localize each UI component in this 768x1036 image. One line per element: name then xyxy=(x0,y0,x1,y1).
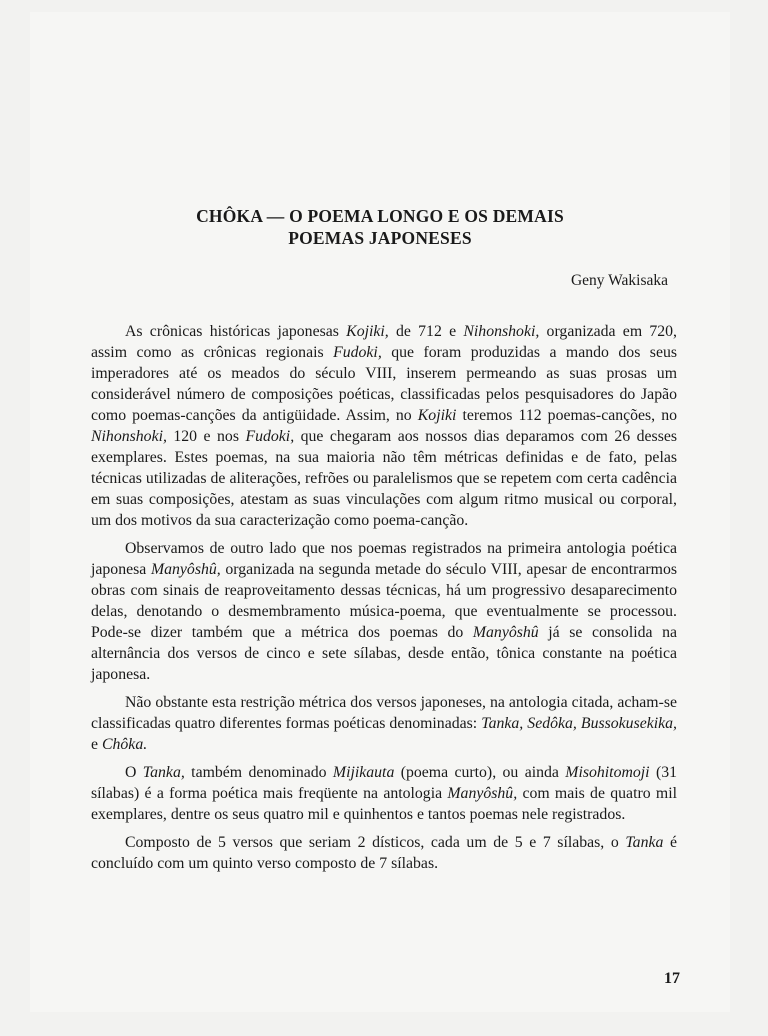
document-page xyxy=(30,12,730,1012)
italic-term: Kojiki, xyxy=(346,323,389,340)
text-run: e xyxy=(91,736,102,753)
page-number: 17 xyxy=(664,970,680,987)
text-run: de 712 e xyxy=(388,323,464,340)
page-title xyxy=(30,205,730,249)
title-line-2: POEMAS JAPONESES xyxy=(288,228,472,248)
italic-term: Nihonshoki, xyxy=(91,428,167,445)
paragraph xyxy=(91,538,677,685)
text-run: Não obstante esta restrição métrica dos versos japoneses, na antologia citada, acham-se classificadas quatro diferentes formas poéticas denominadas: xyxy=(91,694,677,732)
text-run: O xyxy=(125,764,143,781)
text-run: (31 sílabas) é a forma poética mais freqüente na antologia xyxy=(91,764,678,802)
author-name: Geny Wakisaka xyxy=(570,272,668,289)
text-run: com mais de quatro mil exemplares, dentre os seus quatro mil e quinhentos e tantos poemas nele registrados. xyxy=(91,785,677,823)
paragraph xyxy=(91,832,677,874)
text-run: que chegaram aos nossos dias deparamos com 26 desses exemplares. Estes poemas, na sua maioria não têm métricas definidas e de fato, pelas técnicas utilizadas de aliterações, refrões ou paralelismos que se repetem com certa cadência em suas composições, atestam as suas vinculações com algum ritmo musical ou corporal, um dos motivos da sua caracterização como poema-canção. xyxy=(91,428,677,529)
italic-term: Fudoki, xyxy=(245,428,295,445)
title-line-1: CHÔKA — O POEMA LONGO E OS DEMAIS xyxy=(196,206,564,226)
paragraph xyxy=(91,762,677,825)
text-run: Observamos de outro lado que nos poemas registrados na primeira antologia poética japonesa xyxy=(91,540,677,578)
text-run: organizada na segunda metade do século VIII, apesar de encontrarmos obras com sinais de reaproveitamento dessas técnicas, há um progressivo desaparecimento delas, denotando o desmembramento música-poema, que eventualmente se processou. Pode-se dizer também que a métrica dos poemas do xyxy=(91,561,677,641)
text-run: organizada em 720, assim como as crônicas regionais xyxy=(91,323,678,361)
text-run: (poema curto), ou ainda xyxy=(394,764,566,781)
text-run: Composto de 5 versos que seriam 2 dísticos, cada um de 5 e 7 sílabas, o xyxy=(125,834,626,851)
text-run: teremos 112 poemas-canções, no xyxy=(456,407,677,424)
text-run: As crônicas históricas japonesas xyxy=(125,323,347,340)
italic-term: Manyôshû xyxy=(472,624,539,641)
italic-term: Tanka xyxy=(625,834,664,851)
italic-term: Tanka, xyxy=(142,764,185,781)
text-run: já se consolida na alternância dos versos de cinco e sete sílabas, desde então, tônica constante na poética japonesa. xyxy=(91,624,677,683)
italic-term: Fudoki, xyxy=(333,344,382,361)
italic-term: Misohitomoji xyxy=(565,764,650,781)
italic-term: Manyôshû, xyxy=(150,561,221,578)
italic-term: Chôka. xyxy=(101,736,148,753)
text-run: 120 e nos xyxy=(166,428,246,445)
italic-term: Mijikauta xyxy=(332,764,395,781)
text-run: que foram produzidas a mando dos seus imperadores até os meados do século VIII, inserem permeando as suas prosas um considerável número de composições poéticas, classificadas pelos pesquisadores do Japão como poemas-canções da antigüidade. Assim, no xyxy=(91,344,678,424)
italic-term: Nihonshoki, xyxy=(463,323,540,340)
text-run: também denominado xyxy=(184,764,333,781)
italic-term: Kojiki xyxy=(417,407,457,424)
text-run: é concluído com um quinto verso composto de 7 sílabas. xyxy=(91,834,677,872)
italic-term: Tanka, Sedôka, Bussokusekika, xyxy=(481,715,677,732)
paragraph xyxy=(91,321,677,531)
body-text xyxy=(91,321,677,874)
paragraph xyxy=(91,692,677,755)
italic-term: Manyôshû, xyxy=(447,785,518,802)
